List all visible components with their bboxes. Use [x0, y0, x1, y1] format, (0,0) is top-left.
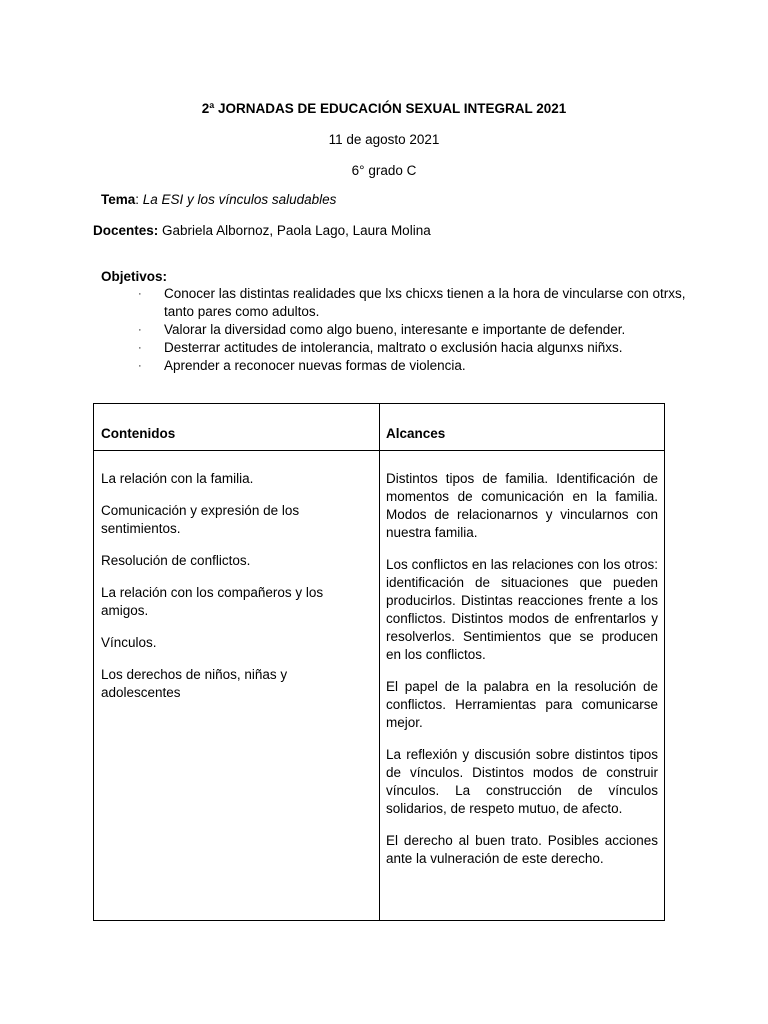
contenido-item: Resolución de conflictos.	[101, 553, 251, 568]
objetivo-item	[138, 357, 698, 375]
docentes-value: Gabriela Albornoz, Paola Lago, Laura Molina	[162, 223, 431, 238]
tema-line: Tema: La ESI y los vínculos saludables	[101, 192, 337, 207]
tema-value: La ESI y los vínculos saludables	[142, 192, 337, 207]
document-title: 2ª JORNADAS DE EDUCACIÓN SEXUAL INTEGRAL 2021	[201, 101, 567, 116]
alcance-item: El papel de la palabra en la resolución de conflictos. Herramientas para comunicarse mejor.	[386, 679, 658, 730]
document-date: 11 de agosto 2021	[328, 132, 440, 147]
docentes-label: Docentes:	[93, 223, 159, 238]
table-header-divider	[94, 450, 664, 451]
objetivo-text: Conocer las distintas realidades que lxs chicxs tienen a la hora de vincularse con otrxs, tanto pares como adultos.	[164, 286, 686, 319]
alcance-item: Los conflictos en las relaciones con los otros: identificación de situaciones que pueden producirlos. Distintas reacciones frente a los conflictos. Distintos modos de enfrentarlos y resolverlos. Sentimientos que se producen en los conflictos.	[386, 557, 658, 662]
objetivo-item	[138, 321, 698, 339]
header-alcances: Alcances	[386, 426, 446, 441]
header-contenidos: Contenidos	[101, 426, 176, 441]
objetivos-heading: Objetivos:	[101, 269, 168, 284]
docentes-line	[93, 222, 431, 240]
objetivo-text: Desterrar actitudes de intolerancia, maltrato o exclusión hacia algunxs niñxs.	[164, 340, 623, 355]
contenidos-column	[101, 470, 363, 716]
contenido-item: La relación con la familia.	[101, 471, 254, 486]
bullet-icon: ·	[138, 342, 142, 354]
document-grade: 6° grado C	[351, 163, 417, 178]
bullet-icon: ·	[138, 360, 142, 372]
alcance-item: La reflexión y discusión sobre distintos tipos de vínculos. Distintos modos de construir vínculos. La construcción de vínculos solidarios, de respeto mutuo, de afecto.	[386, 747, 658, 816]
bullet-icon: ·	[138, 288, 142, 300]
objetivo-text: Valorar la diversidad como algo bueno, interesante e importante de defender.	[164, 322, 626, 337]
contenidos-table	[93, 403, 665, 921]
alcances-column	[386, 470, 658, 882]
objetivo-text: Aprender a reconocer nuevas formas de violencia.	[164, 358, 466, 373]
contenido-item: Comunicación y expresión de los sentimientos.	[101, 503, 300, 536]
alcance-item: El derecho al buen trato. Posibles acciones ante la vulneración de este derecho.	[386, 833, 658, 866]
objetivos-list	[138, 285, 698, 375]
contenido-item: Los derechos de niños, niñas y adolescentes	[101, 667, 288, 700]
tema-label: Tema	[101, 192, 136, 207]
objetivo-item	[138, 339, 698, 357]
contenido-item: La relación con los compañeros y los amigos.	[101, 585, 324, 618]
alcance-item: Distintos tipos de familia. Identificación de momentos de comunicación en la familia. Modos de relacionarnos y vincularnos con nuestra familia.	[386, 471, 658, 540]
table-column-divider	[379, 404, 380, 920]
bullet-icon: ·	[138, 324, 142, 336]
contenido-item: Vínculos.	[101, 635, 157, 650]
objetivo-item	[138, 285, 698, 321]
